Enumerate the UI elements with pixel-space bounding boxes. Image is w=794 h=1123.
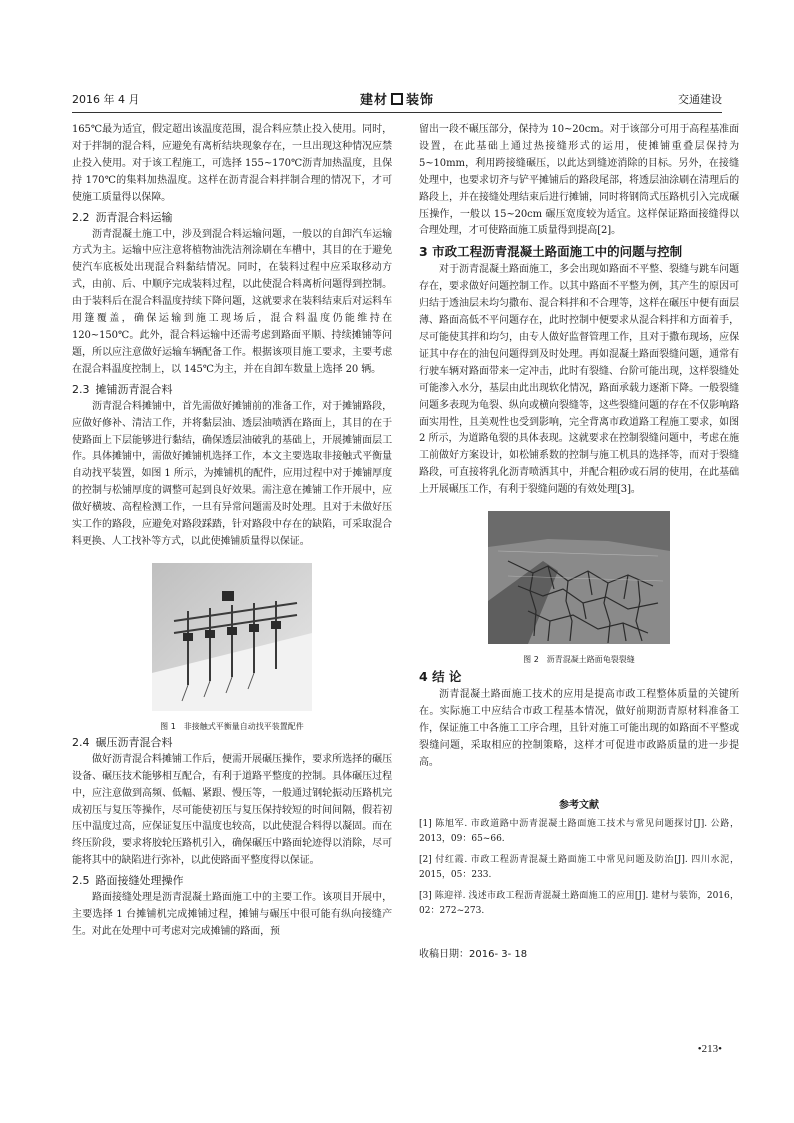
issue-date: 2016 年 4 月 <box>72 93 140 106</box>
section-heading-2-3 <box>72 381 392 399</box>
section-number: 2.5 <box>72 874 90 888</box>
section-heading-2-5 <box>72 872 392 890</box>
section-number: 2.2 <box>72 210 90 224</box>
figure-2-caption: 图 2 沥青混凝土路面龟裂裂缝 <box>523 655 635 665</box>
page-number: •213• <box>697 1043 722 1055</box>
section-heading-2-2 <box>72 209 392 227</box>
section-title: 结 论 <box>432 669 462 685</box>
section-heading-4 <box>419 667 739 687</box>
journal-logo-box-icon <box>391 93 403 105</box>
section-number: 2.3 <box>72 382 90 396</box>
right-column <box>419 122 739 960</box>
section-name: 交通建设 <box>678 93 722 106</box>
header-rule <box>72 112 722 113</box>
running-header <box>72 88 722 110</box>
section-title: 沥青混合料运输 <box>95 210 173 224</box>
left-column <box>72 122 392 941</box>
figure-1-caption: 图 1 非接触式平衡量自动找平装置配件 <box>160 721 304 731</box>
journal-logo <box>360 89 434 108</box>
figure-2 <box>419 511 739 665</box>
paragraph: 165℃最为适宜，假定超出该温度范围，混合料应禁止投入使用。同时，对于拌制的混合料，应避免有离析结块现象存在，一旦出现这种情况应禁止投入使用。对于该工程施工，可选择 155~170℃沥青加热温度，且保持 170℃的集料加热温度。这样在沥青混合料拌制合理的情况下，才可使施工质量得以保障。 <box>72 124 392 203</box>
journal-name-part2: 装饰 <box>406 93 435 108</box>
reference-item: [3] 陈迎祥. 浅述市政工程沥青混凝土路面施工的应用[J]. 建材与装饰，2016，02：272~273. <box>419 890 739 916</box>
section-number: 4 <box>419 669 428 685</box>
paragraph: 路面接缝处理是沥青混凝土路面施工中的主要工作。该项目开展中，主要选择 1 台摊铺机完成摊铺过程，摊铺与碾压中很可能有纵向接缝产生。对此在处理中可考虑对完成摊铺的路面，预 <box>72 892 392 937</box>
paragraph: 留出一段不碾压部分，保持为 10~20cm。对于该部分可用于高程基准面设置，在此基础上通过热接缝形式的运用，使摊铺重叠层保持为 5~10mm，利用跨接缝碾压，以此达到缝迹消除的目标。另外，在接缝处理中，也要求切齐与铲平摊铺后的路段尾部，将透层油涂刷在清理后的路段上，并在接缝处理结束后进行摊铺，同时将钢筒式压路机引入完成碾压操作，一般以 15~20cm 碾压宽度较为适宜。这样保证路面接缝得以合理处理，才可使路面施工质量得到提高[2]。 <box>419 124 739 237</box>
section-heading-3 <box>419 242 739 262</box>
reference-item: [1] 陈旭军. 市政道路中沥青混凝土路面施工技术与常见问题探讨[J]. 公路，2013，09：65~66. <box>419 818 739 844</box>
paragraph: 沥青混合料摊铺中，首先需做好摊铺前的准备工作，对于摊铺路段，应做好修补、清洁工作，并将黏层油、透层油喷洒在路面上，其目的在于使路面上下层能够进行黏结，确保透层油破乳的基础上，开展摊铺面层工作。具体摊铺中，需做好摊铺机选择工作，本文主要选取非接触式平衡量自动找平装置，如图 1 所示，为摊铺机的配件，应用过程中对于摊铺厚度的控制与松铺厚度的调整可起到良好效果。需注意在摊铺工作开展中，应做好横坡、高程检测工作，一旦有异常问题需及时处理。且对于未做好压实工作的路段，应避免对路段踩踏，针对路段中存在的缺陷，可采取混合料更换、人工找补等方式，以此使摊铺质量得以保证。 <box>72 400 392 547</box>
journal-name-part1: 建材 <box>359 93 388 108</box>
paragraph: 做好沥青混合料摊铺工作后，便需开展碾压操作，要求所选择的碾压设备、碾压技术能够相互配合，有利于道路平整度的控制。具体碾压过程中，应注意做到高频、低幅、紧跟、慢压等，一般通过钢轮振动压路机完成初压与复压等操作，尽可能使初压与复压保持较短的时间间隔，假若初压中温度过高，应保证复压中温度也较高，以此使混合料得以凝固。而在终压阶段，要求将胶轮压路机引入，确保碾压中路面轮迹得以消除，尽可能将其中的缺陷进行弥补，以此使路面平整度得以保证。 <box>72 753 392 867</box>
received-date: 收稿日期：2016- 3- 18 <box>419 948 528 960</box>
section-number: 3 <box>419 244 428 260</box>
references-title: 参考文献 <box>559 799 599 811</box>
figure-1 <box>72 563 392 732</box>
reference-item: [2] 付红霞. 市政工程沥青混凝土路面施工中常见问题及防治[J]. 四川水泥，2015，05：233. <box>419 854 739 880</box>
paragraph: 对于沥青混凝土路面施工，多会出现如路面不平整、裂缝与跳车问题存在，要求做好问题控制工作。以其中路面不平整为例，其产生的原因可归结于透油层未均匀撒布、混合料拌和不合理等，这样在碾压中便有面层薄、路面高低不平问题存在，此时控制中便要求从混合料拌和方面着手，尽可能使其拌和均匀，由专人做好监督管理工作，且对于撒布现场，应保证其中存在的油包问题得到及时处理。再如混凝土路面裂缝问题，通常有行驶车辆对路面带来一定冲击，此时有裂缝、台阶可能出现，这样裂缝处可能渗入水分，基层由此出现软化情况，路面承载力逐渐下降。一般裂缝问题多表现为龟裂、纵向或横向裂缝等，这些裂缝问题的存在不仅影响路面实用性，且美观性也受到影响，完全背离市政道路工程施工要求，如图 2 所示，为道路龟裂的具体表现。这就要求在控制裂缝问题中，考虑在施工前做好方案设计，如松铺系数的控制与施工机具的选择等，而对于裂缝路段，可直接将乳化沥青喷洒其中，并配合粗砂或石屑的使用，在此基础上开展碾压工作，有利于裂缝问题的有效处理[3]。 <box>419 264 739 496</box>
section-title: 碾压沥青混合料 <box>95 735 173 749</box>
figure-2-image <box>488 511 670 644</box>
section-title: 市政工程沥青混凝土路面施工中的问题与控制 <box>432 244 683 260</box>
figure-1-image <box>152 563 312 711</box>
section-heading-2-4 <box>72 734 392 752</box>
section-title: 摊铺沥青混合料 <box>95 382 173 396</box>
section-number: 2.4 <box>72 735 90 749</box>
section-title: 路面接缝处理操作 <box>95 874 184 888</box>
paragraph: 沥青混凝土施工中，涉及到混合料运输问题，一般以的自卸汽车运输方式为主。运输中应注意将植物油洗洁剂涂刷在车槽中，其目的在于避免使汽车底板处出现混合料黏结情况。同时，在装料过程中应采取移动方式，由前、后、中顺序完成装料过程，以此使混合料离析问题得到控制。由于装料后在混合料温度持续下降问题，这就要求在装料结束后对运料车用篷覆盖，确保运输到施工现场后，混合料温度仍能维持在 120~150℃。此外，混合料运输中还需考虑到路面平顺、持续摊铺等问题，所以应注意做好运输车辆配备工作。根据该项目施工要求，主要考虑在混合料温度控制上，以 145℃为主，并在自卸车数量上选择 20 辆。 <box>72 228 392 375</box>
paragraph: 沥青混凝土路面施工技术的应用是提高市政工程整体质量的关键所在。实际施工中应结合市政工程基本情况，做好前期沥青原材料准备工作，保证施工中各施工工序合理，且针对施工可能出现的如路面不平整或裂缝问题，采取相应的控制策略，这样才可促进市政路质量的进一步提高。 <box>419 689 739 768</box>
